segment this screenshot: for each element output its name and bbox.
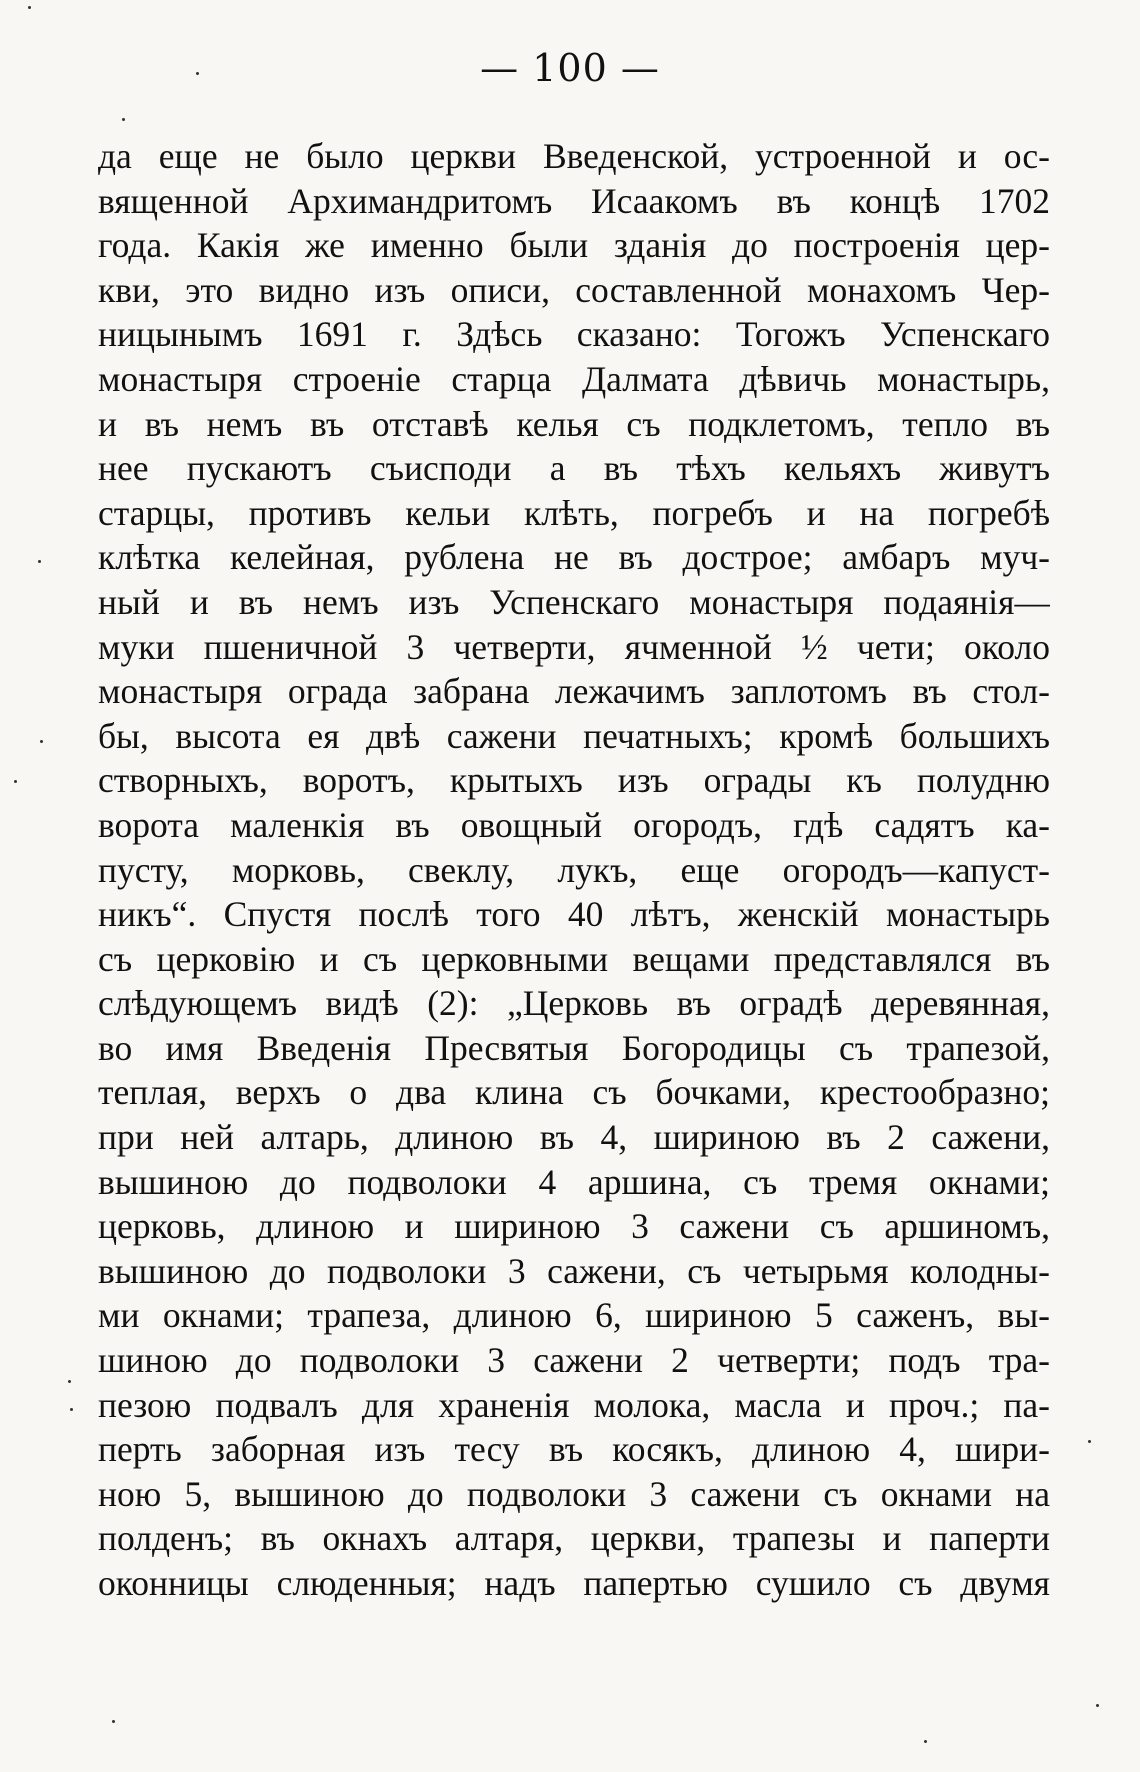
scan-speck bbox=[122, 118, 125, 121]
scan-speck bbox=[1088, 1440, 1091, 1443]
text-line: съ церковію и съ церковными вещами представлялся въ bbox=[98, 938, 1050, 979]
text-line: нее пускаютъ съисподи а въ тѣхъ кельяхъ живутъ bbox=[98, 448, 1050, 489]
text-line: монастыря ограда забрана лежачимъ заплотомъ въ стол- bbox=[98, 671, 1050, 712]
scan-speck bbox=[68, 1380, 71, 1383]
text-line: и въ немъ въ отставѣ келья съ подклетомъ, тепло въ bbox=[98, 403, 1050, 444]
text-line: клѣтка келейная, рублена не въ дострое; амбаръ муч- bbox=[98, 537, 1050, 578]
text-line: теплая, верхъ о два клина съ бочками, крестообразно; bbox=[98, 1072, 1050, 1113]
scan-speck bbox=[1096, 1704, 1099, 1707]
text-line: вышиною до подволоки 3 сажени, съ четырьмя колодны- bbox=[98, 1250, 1050, 1291]
text-line: пезою подвалъ для храненія молока, масла и проч.; па- bbox=[98, 1384, 1050, 1425]
text-line: шиною до подволоки 3 сажени 2 четверти; подъ тра- bbox=[98, 1340, 1050, 1381]
text-line: ный и въ немъ изъ Успенскаго монастыря подаянія— bbox=[98, 581, 1050, 622]
text-line: старцы, противъ кельи клѣть, погребъ и на погребѣ bbox=[98, 492, 1050, 533]
text-line: во имя Введенія Пресвятыя Богородицы съ трапезой, bbox=[98, 1027, 1050, 1068]
text-line: да еще не было церкви Введенской, устроенной и ос- bbox=[98, 136, 1050, 176]
text-line: вященной Архимандритомъ Исаакомъ въ концѣ 1702 bbox=[98, 180, 1050, 221]
text-line: оконницы слюденныя; надъ папертью сушило съ двумя bbox=[98, 1563, 1050, 1603]
scan-speck bbox=[28, 6, 31, 9]
scan-speck bbox=[38, 560, 41, 563]
scan-speck bbox=[112, 1720, 115, 1723]
text-line: слѣдующемъ видѣ (2): „Церковь въ оградѣ деревянная, bbox=[98, 983, 1050, 1024]
text-line: при ней алтарь, длиною въ 4, шириною въ 2 сажени, bbox=[98, 1117, 1050, 1158]
text-line: ницынымъ 1691 г. Здѣсь сказано: Тогожъ Успенскаго bbox=[98, 314, 1050, 355]
body-text bbox=[98, 134, 1050, 1606]
page-number: — 100 — bbox=[480, 46, 660, 90]
scan-speck bbox=[70, 1408, 73, 1411]
text-line: перть заборная изъ тесу въ косякъ, длиною 4, шири- bbox=[98, 1429, 1050, 1470]
scan-speck bbox=[196, 72, 199, 75]
text-line: церковь, длиною и шириною 3 сажени съ аршиномъ, bbox=[98, 1206, 1050, 1247]
text-line: ворота маленкія въ овощный огородъ, гдѣ садятъ ка- bbox=[98, 804, 1050, 845]
scan-speck bbox=[40, 740, 43, 743]
text-line: муки пшеничной 3 четверти, ячменной ½ чети; около bbox=[98, 626, 1050, 667]
scan-speck bbox=[14, 780, 17, 783]
text-line: полденъ; въ окнахъ алтаря, церкви, трапезы и паперти bbox=[98, 1518, 1050, 1559]
text-line: монастыря строеніе старца Далмата дѣвичь монастырь, bbox=[98, 358, 1050, 399]
text-line: кви, это видно изъ описи, составленной монахомъ Чер- bbox=[98, 269, 1050, 310]
text-line: ми окнами; трапеза, длиною 6, шириною 5 саженъ, вы- bbox=[98, 1295, 1050, 1336]
text-line: никъ“. Спустя послѣ того 40 лѣтъ, женскій монастырь bbox=[98, 894, 1050, 935]
text-line: пусту, морковь, свеклу, лукъ, еще огородъ—капуст- bbox=[98, 849, 1050, 890]
text-line: ною 5, вышиною до подволоки 3 сажени съ окнами на bbox=[98, 1473, 1050, 1514]
text-line: створныхъ, воротъ, крытыхъ изъ ограды къ полудню bbox=[98, 760, 1050, 801]
text-line: вышиною до подволоки 4 аршина, съ тремя окнами; bbox=[98, 1161, 1050, 1202]
scan-speck bbox=[924, 1740, 927, 1743]
text-line: бы, высота ея двѣ сажени печатныхъ; кромѣ большихъ bbox=[98, 715, 1050, 756]
text-line: года. Какія же именно были зданія до построенія цер- bbox=[98, 225, 1050, 266]
